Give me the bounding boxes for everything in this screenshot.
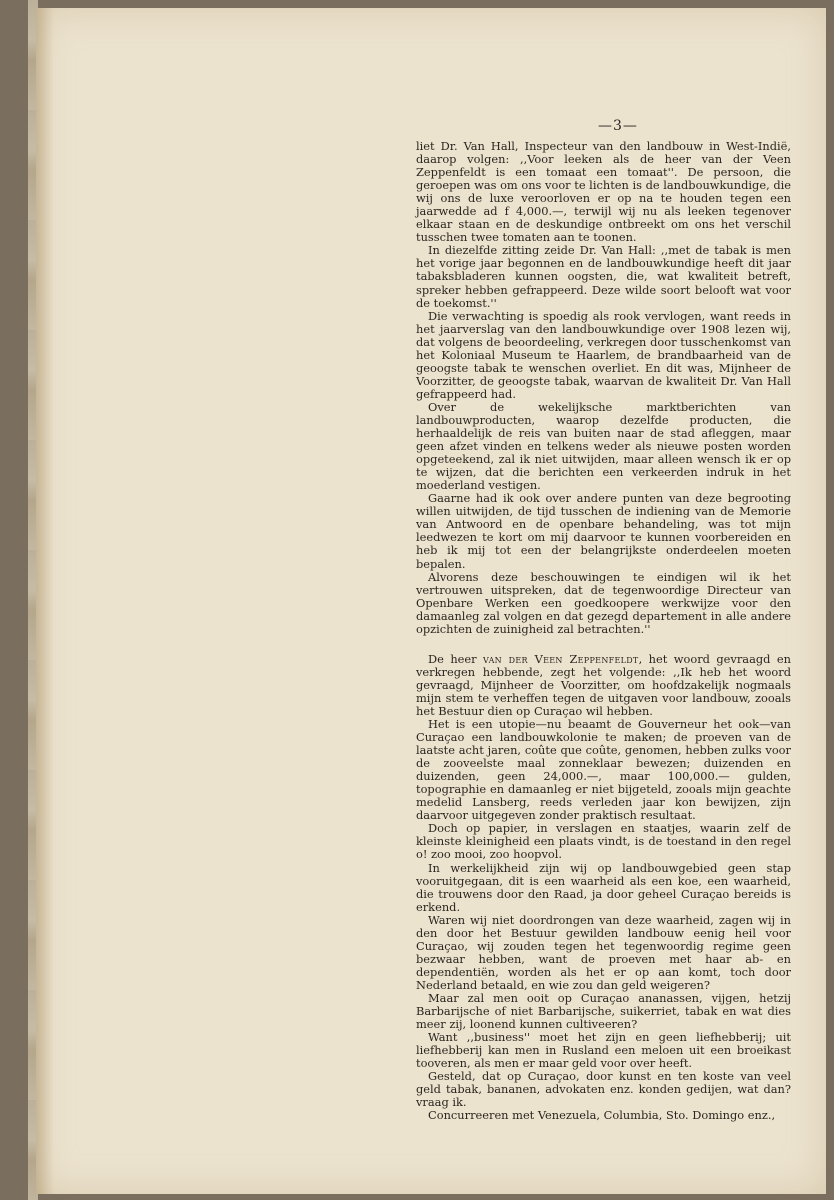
paragraph: liet Dr. Van Hall, Inspecteur van den landbouw in West-Indië, daarop volgen: ,,Voor leeken als de heer van der Veen Zeppenfeldt is een tomaat een tomaat''. De persoon, die geroepen was om ons voor te lichten is de landbouwkundige, die wij ons de luxe veroorloven er op na te houden tegen een jaarwedde ad f 4,000.—, terwijl wij nu als leeken tegenover elkaar staan en de deskundige ontbreekt om ons het verschil tusschen twee tomaten aan te toonen. (416, 139, 791, 245)
document-page (36, 8, 826, 1194)
paragraph: Concurreeren met Venezuela, Columbia, Sto. Domingo enz., (428, 1108, 776, 1123)
paragraph-speaker (416, 653, 791, 718)
paragraph: Gesteld, dat op Curaçao, door kunst en ten koste van veel geld tabak, bananen, advokaten enz. konden gedijen, wat dan? vraag ik. (416, 1069, 791, 1110)
speaker-prefix: De heer (428, 651, 484, 666)
paragraph: Maar zal men ooit op Curaçao ananassen, vijgen, hetzij Barbarijsche of niet Barbarijsche, suikerriet, tabak en wat dies meer zij, loonend kunnen cultiveeren? (416, 991, 791, 1032)
paragraph: Doch op papier, in verslagen en staatjes, waarin zelf de kleinste kleinigheid een plaats vindt, is de toestand in den regel o! zoo mooi, zoo hoopvol. (416, 821, 791, 862)
paragraph: In werkelijkheid zijn wij op landbouwgebied geen stap vooruitgegaan, dit is een waarheid als een koe, een waarheid, die trouwens door den Raad, ja door geheel Curaçao bereids is erkend. (416, 860, 791, 914)
paragraph: Gaarne had ik ook over andere punten van deze begrooting willen uitwijden, de tijd tusschen de indiening van de Memorie van Antwoord en de openbare behandeling, was tot mijn leedwezen te kort om mij daarvoor te kunnen voorbereiden en heb ik mij tot een der belangrijkste onderdeelen moeten bepalen. (416, 491, 791, 571)
paragraph: Alvorens deze beschouwingen te eindigen wil ik het vertrouwen uitspreken, dat de tegenwoordige Directeur van Openbare Werken een goedkoopere werkwijze voor den damaanleg zal volgen en dat gezegd departement in alle andere opzichten de zuinigheid zal betrachten.'' (416, 569, 791, 636)
text-column (416, 140, 791, 1122)
paragraph: Die verwachting is spoedig als rook vervlogen, want reeds in het jaarverslag van den landbouwkundige over 1908 lezen wij, dat volgens de beoordeeling, verkregen door tusschenkomst van het Koloniaal Museum te Haarlem, de brandbaarheid van de geoogste tabak te wenschen overliet. En dit was, Mijnheer de Voorzitter, de geoogste tabak, waarvan de kwaliteit Dr. Van Hall gefrappeerd had. (416, 308, 791, 401)
paragraph: Het is een utopie—nu beaamt de Gouverneur het ook—van Curaçao een landbouwkolonie te maken; de proeven van de laatste acht jaren, coûte que coûte, genomen, hebben zulks voor de zooveelste maal zonneklaar bewezen; duizenden en duizenden, geen 24,000.—, maar 100,000.— gulden, topographie en damaanleg er niet bijgeteld, zooals mijn geachte medelid Lansberg, reeds verleden jaar kon bewijzen, zijn daarvoor uitgegeven zonder praktisch resultaat. (416, 717, 791, 823)
paragraph: Over de wekelijksche marktberichten van landbouwproducten, waarop dezelfde producten, die herhaaldelijk de reis van buiten naar de stad afleggen, maar geen afzet vinden en telkens weder als nieuwe posten worden opgeteekend, zal ik niet uitwijden, maar alleen wensch ik er op te wijzen, dat die berichten een verkeerden indruk in het moederland vestigen. (416, 399, 791, 493)
paragraph: In diezelfde zitting zeide Dr. Van Hall: ,,met de tabak is men het vorige jaar begonnen en de landbouwkundige heeft dit jaar tabaksbladeren kunnen oogsten, die, wat kwaliteit betreft, spreker hebben gefrappeerd. Deze wilde soort belooft wat voor de toekomst.'' (416, 243, 791, 310)
speaker-name: van der Veen Zeppenfeldt (483, 651, 639, 666)
page-number: —3— (598, 118, 638, 134)
paragraph: Want ,,business'' moet het zijn en geen liefhebberij; uit liefhebberij kan men in Rusland een meloen uit een broeikast tooveren, als men er maar geld voor over heeft. (416, 1030, 791, 1071)
speaker-text: , het woord gevraagd en verkregen hebbende, zegt het volgende: ,,Ik heb het woord gevraagd, Mijnheer de Voorzitter, om hoofdzakelijk nogmaals mijn stem te verheffen tegen de uitgaven voor landbouw, zooals het Bestuur dien op Curaçao wil hebben. (416, 651, 791, 718)
paragraph: Waren wij niet doordrongen van deze waarheid, zagen wij in den door het Bestuur gewilden landbouw eenig heil voor Curaçao, wij zouden tegen het tegenwoordig regime geen bezwaar hebben, want de proeven met haar ab- en dependentiën, worden als het er op aan komt, toch door Nederland betaald, en wie zou dan geld weigeren? (416, 912, 791, 992)
